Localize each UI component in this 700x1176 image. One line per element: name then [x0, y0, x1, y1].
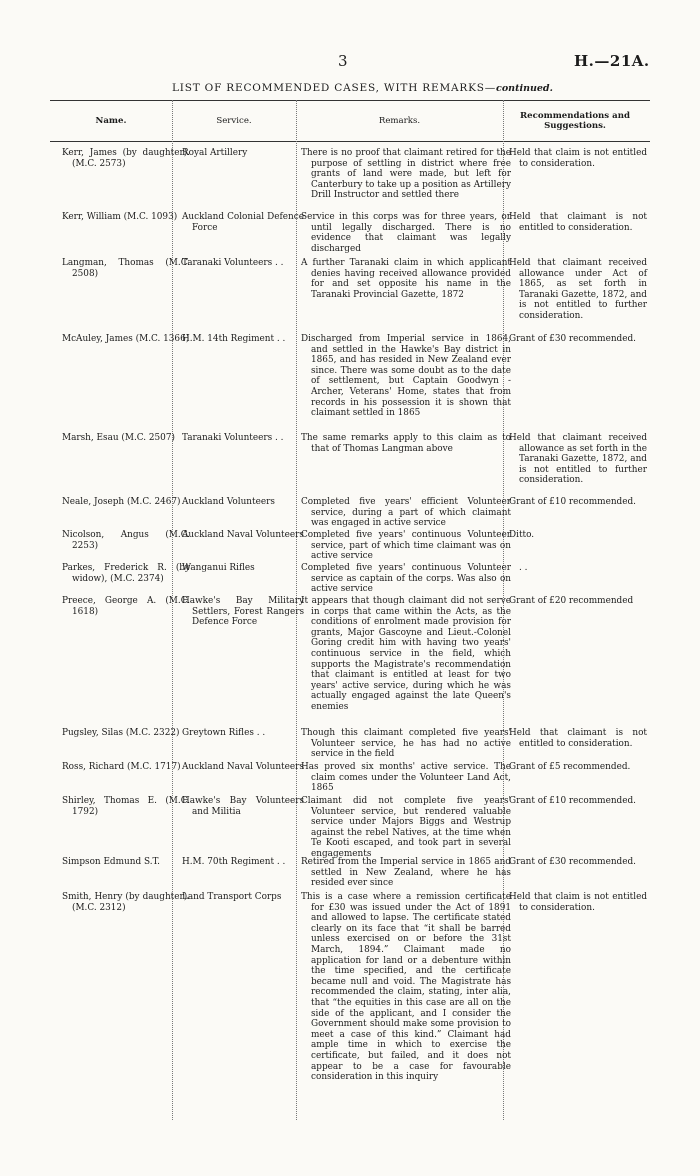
service: Auckland Naval Volunteers — [182, 530, 304, 540]
table-title-text: LIST OF RECOMMENDED CASES, WITH REMARKS— — [172, 82, 497, 94]
column-header-name: Name. — [95, 116, 127, 127]
page-number: 3 — [338, 52, 348, 70]
remarks: Completed five years' efficient Volunteer service, during a part of which claimant was engaged in active service — [301, 497, 511, 529]
claimant-name: Langman, Thomas (M.C. 2508) — [62, 258, 190, 279]
claimant-name: Ross, Richard (M.C. 1717) — [62, 762, 181, 772]
remarks: Though this claimant completed five years' Volunteer service, he has had no active service in the field — [301, 728, 511, 760]
claimant-name: Kerr, William (M.C. 1093) — [62, 212, 178, 222]
recommendation: Held that claimant is not entitled to consideration. — [509, 728, 647, 749]
column-header-service: Service. — [216, 116, 252, 127]
service: Auckland Colonial Defence Force — [182, 212, 304, 233]
claimant-name: Simpson Edmund S.T. — [62, 857, 160, 867]
recommendation: Held that claim is not entitled to consideration. — [509, 892, 647, 913]
table-title — [172, 82, 553, 94]
service: Auckland Naval Volunteers — [182, 762, 304, 772]
remarks: Claimant did not complete five years' Volunteer service, but rendered valuable service under Majors Biggs and Westrup against the rebel Natives, at the time when Te Kooti escaped, and took part in several engagements — [301, 796, 511, 859]
recommendation: Grant of £30 recommended. — [509, 857, 636, 867]
recommendation: Held that claimant received allowance under Act of 1865, as set forth in Taranaki Gazette, 1872, and is not entitled to further consideration. — [509, 258, 647, 321]
remarks: Retired from the Imperial service in 1865 and settled in New Zealand, where he has resided ever since — [301, 857, 511, 889]
header-bottom-rule — [50, 141, 650, 142]
claimant-name: Parkes, Frederick R. (by widow), (M.C. 2374) — [62, 563, 190, 584]
recommendation: Grant of £10 recommended. — [509, 497, 636, 507]
claimant-name: Pugsley, Silas (M.C. 2322) — [62, 728, 180, 738]
claimant-name: Nicolson, Angus (M.C. 2253) — [62, 530, 190, 551]
recommendation: Held that claim is not entitled to consideration. — [509, 148, 647, 169]
service: Royal Artillery — [182, 148, 248, 158]
remarks: Service in this corps was for three years, or until legally discharged. There is no evidence that claimant was legally discharged — [301, 212, 511, 254]
remarks: A further Taranaki claim in which applicant denies having received allowance provided for and set opposite his name in the Taranaki Provincial Gazette, 1872 — [301, 258, 511, 300]
claimant-name: Preece, George A. (M.C. 1618) — [62, 596, 190, 617]
service: Land Transport Corps — [182, 892, 282, 902]
remarks: This is a case where a remission certificate for £30 was issued under the Act of 1891 and allowed to lapse. The certificate stated clearly on its face that “it shall be barred unless exercised on or before the 31st March, 1894.” Claimant made no application for land or a debenture within the time specified, and the certificate became null and void. The Magistrate has recommended the claim, stating, inter alia, that “the equities in this case are all on the side of the applicant, and I consider the Government should make some provision to meet a case of this kind.” Claimant had ample time in which to exercise the certificate, but failed, and it does not appear to be a case for favourable consideration in this inquiry — [301, 892, 511, 1083]
document-reference: H.—21A. — [574, 52, 650, 70]
service: Taranaki Volunteers . . — [182, 258, 284, 268]
remarks: Completed five years' continuous Volunteer service as captain of the corps. Was also on active service — [301, 563, 511, 595]
remarks: There is no proof that claimant retired for the purpose of settling in district where free grants of land were made, but left for Canterbury to take up a position as Artillery Drill Instructor and settled there — [301, 148, 511, 201]
remarks: The same remarks apply to this claim as to that of Thomas Langman above — [301, 433, 511, 454]
recommendation: Grant of £20 recommended — [509, 596, 634, 606]
claimant-name: McAuley, James (M.C. 1366) — [62, 334, 190, 344]
claimant-name: Kerr, James (by daughter). (M.C. 2573) — [62, 148, 190, 169]
recommendation: Ditto. — [509, 530, 535, 540]
service: H.M. 70th Regiment . . — [182, 857, 286, 867]
remarks: Completed five years' continuous Volunteer service, part of which time claimant was on active service — [301, 530, 511, 562]
column-header-remarks: Remarks. — [378, 116, 421, 127]
service: Auckland Volunteers — [182, 497, 275, 507]
service: Greytown Rifles . . — [182, 728, 266, 738]
table-title-continued: continued. — [496, 83, 553, 94]
recommendation: Grant of £5 recommended. — [509, 762, 631, 772]
claimant-name: Neale, Joseph (M.C. 2467) — [62, 497, 181, 507]
remarks: Discharged from Imperial service in 1864, and settled in the Hawke's Bay district in 1865, and has resided in New Zealand ever since. There was some doubt as to the date of settlement, but Captain Goodwyn - Archer, Veterans' Home, states that from records in his possession it is shown that claimant settled in 1865 — [301, 334, 511, 419]
remarks: Has proved six months' active service. The claim comes under the Volunteer Land Act, 1865 — [301, 762, 511, 794]
service: Hawke's Bay Military Settlers, Forest Rangers Defence Force — [182, 596, 304, 628]
service: H.M. 14th Regiment . . — [182, 334, 286, 344]
claimant-name: Smith, Henry (by daughter). (M.C. 2312) — [62, 892, 190, 913]
header-top-rule — [50, 100, 650, 101]
column-header-recommendations: Recommendations and Suggestions. — [520, 111, 630, 131]
recommendation: Grant of £30 recommended. — [509, 334, 636, 344]
service: Hawke's Bay Volunteers and Militia — [182, 796, 304, 817]
remarks: It appears that though claimant did not serve in corps that came within the Acts, as the conditions of enrolment made provision for grants, Major Gascoyne and Lieut.-Colonel Goring credit him with having two years' continuous service in the field, which supports the Magistrate's recommendation that claimant is entitled at least for two years' active service, during which he was actually engaged against the late Queen's enemies — [301, 596, 511, 712]
recommendation: . . — [519, 563, 528, 573]
recommendation: Held that claimant received allowance as set forth in the Taranaki Gazette, 1872, and is not entitled to further consideration. — [509, 433, 647, 486]
claimant-name: Shirley, Thomas E. (M.C. 1792) — [62, 796, 190, 817]
service: Taranaki Volunteers . . — [182, 433, 284, 443]
claimant-name: Marsh, Esau (M.C. 2507) — [62, 433, 175, 443]
recommendation: Held that claimant is not entitled to consideration. — [509, 212, 647, 233]
recommendation: Grant of £10 recommended. — [509, 796, 636, 806]
service: Wanganui Rifles — [182, 563, 255, 573]
